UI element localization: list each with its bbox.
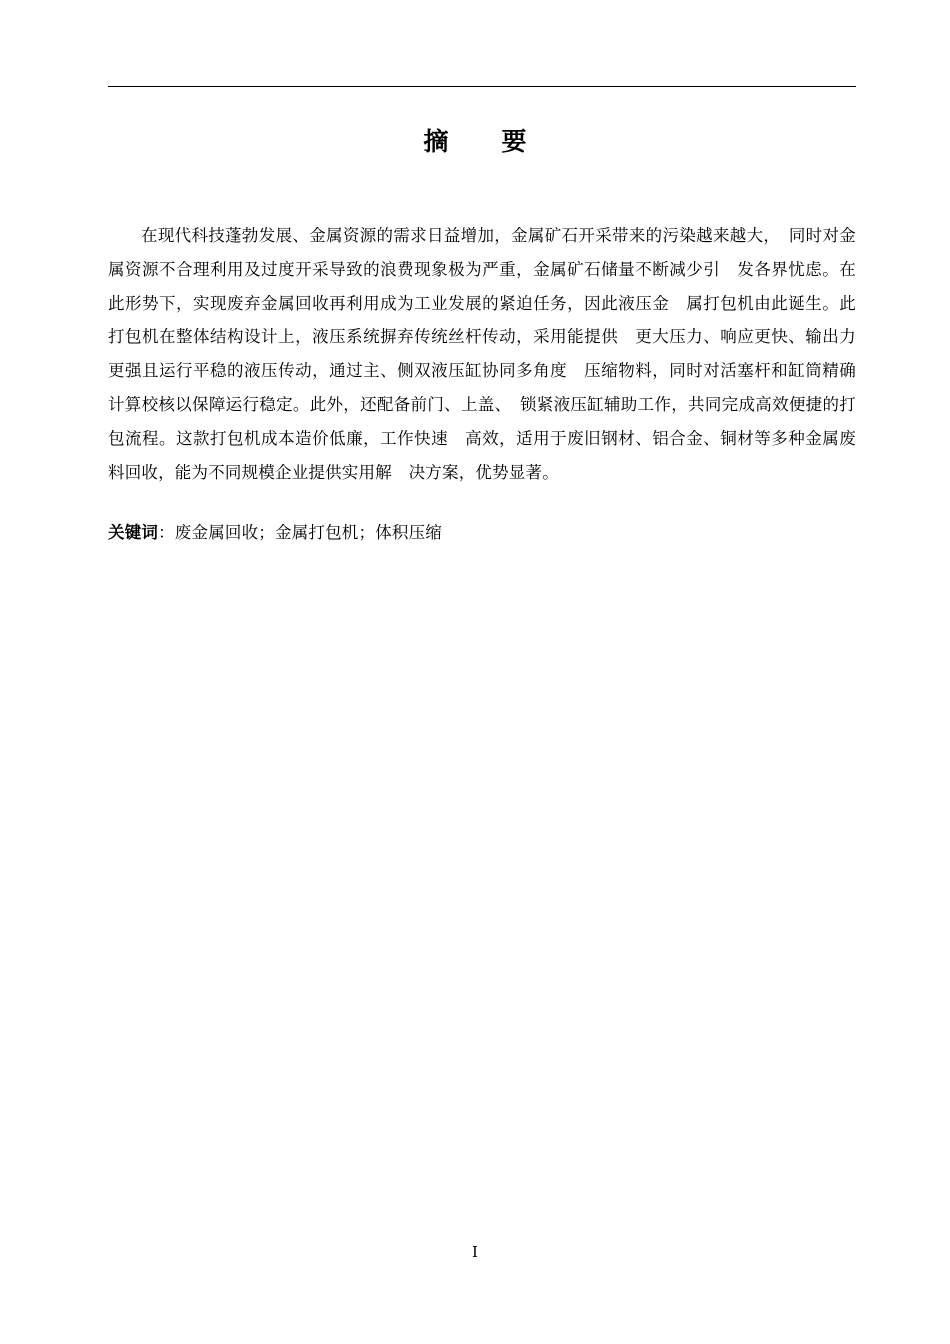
keywords-line — [108, 516, 856, 549]
page-number: I — [472, 1243, 478, 1261]
keywords-value: ：废金属回收；金属打包机；体积压缩 — [158, 522, 443, 542]
header-divider — [108, 86, 856, 87]
page-title: 摘 要 — [423, 127, 541, 156]
document-content — [108, 112, 856, 565]
keywords-label: 关键词 — [108, 522, 159, 542]
abstract-paragraph: 在现代科技蓬勃发展、金属资源的需求日益增加，金属矿石开采带来的污染越来越大， 同时对金属资源不合理利用及过度开采导致的浪费现象极为严重，金属矿石储量不断减少引 发各界忧虑。在此形势下，实现废弃金属回收再利用成为工业发展的紧迫任务，因此液压金 属打包机由此诞生。此打包机在整体结构设计上，液压系统摒弃传统丝杆传动，采用能提供 更大压力、响应更快、输出力更强且运行平稳的液压传动，通过主、侧双液压缸协同多角度 压缩物料，同时对活塞杆和缸筒精确计算校核以保障运行稳定。此外，还配备前门、上盖、 锁紧液压缸辅助工作，共同完成高效便捷的打包流程。这款打包机成本造价低廉，工作快速 高效，适用于废旧钢材、铝合金、铜材等多种金属废料回收，能为不同规模企业提供实用解 决方案，优势显著。 — [108, 226, 856, 482]
